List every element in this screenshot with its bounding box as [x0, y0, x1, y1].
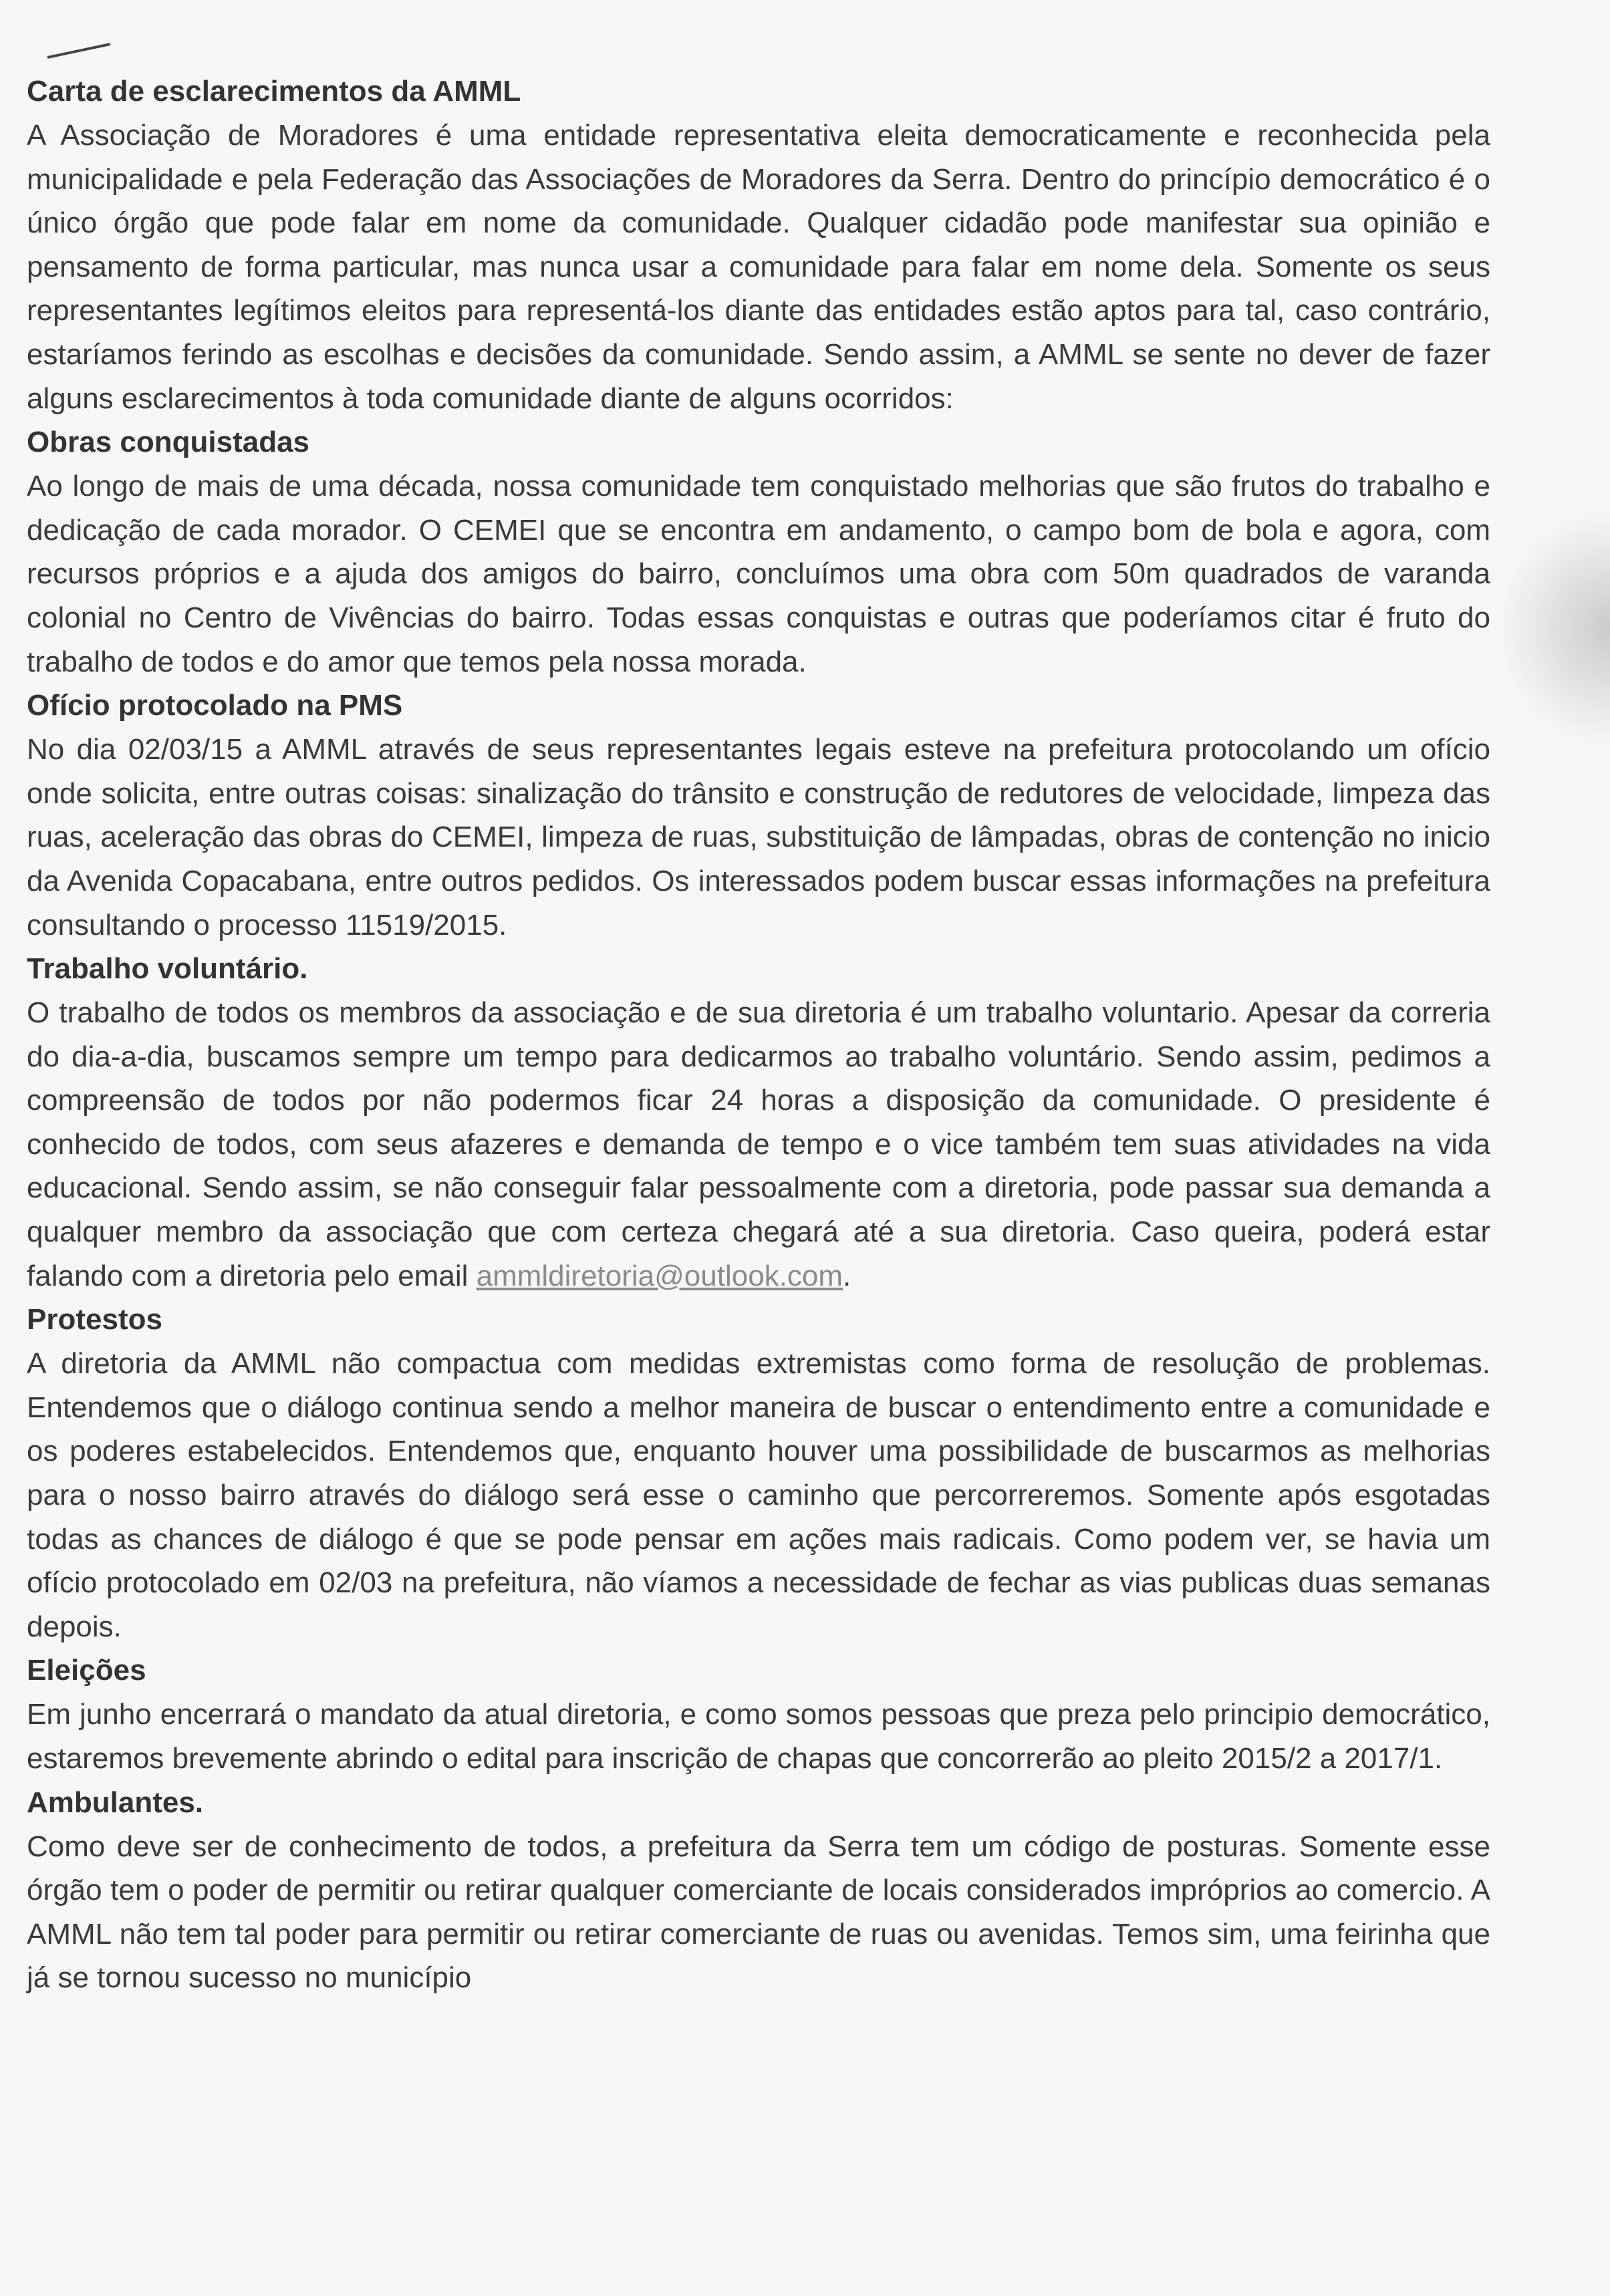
- section-heading-eleicoes: Eleições: [27, 1654, 146, 1687]
- section-text-voluntario: [27, 991, 1490, 1298]
- section-text-ambulantes: Como deve ser de conhecimento de todos, a prefeitura da Serra tem um código de posturas. Somente esse órgão tem o poder de permitir ou retirar qualquer comerciante de locais considerados impróprios ao comercio. A AMML não tem tal poder para permitir ou retirar comerciante de ruas ou avenidas. Temos sim, uma feirinha que já se tornou sucesso no município: [27, 1830, 1490, 1995]
- scan-smudge: [1496, 508, 1610, 748]
- letter: [27, 69, 1490, 2000]
- email-link[interactable]: ammldiretoria@outlook.com: [476, 1259, 843, 1292]
- section-heading-ambulantes: Ambulantes.: [27, 1785, 204, 1819]
- section-heading-obras: Obras conquistadas: [27, 426, 310, 459]
- pen-mark: [47, 43, 111, 59]
- letter-title: Carta de esclarecimentos da AMML: [27, 75, 521, 108]
- section-text-obras: Ao longo de mais de uma década, nossa comunidade tem conquistado melhorias que são frutos do trabalho e dedicação de cada morador. O CEMEI que se encontra em andamento, o campo bom de bola e agora, com recursos próprios e a ajuda dos amigos do bairro, concluímos uma obra com 50m quadrados de varanda colonial no Centro de Vivências do bairro. Todas essas conquistas e outras que poderíamos citar é fruto do trabalho de todos e do amor que temos pela nossa morada.: [27, 470, 1490, 678]
- section-heading-voluntario: Trabalho voluntário.: [27, 952, 308, 986]
- section-heading-oficio: Ofício protocolado na PMS: [27, 689, 403, 722]
- voluntario-text: O trabalho de todos os membros da associação e de sua diretoria é um trabalho voluntario. Apesar da correria do dia-a-dia, buscamos sempre um tempo para dedicarmos ao trabalho voluntário. Sendo assim, pedimos a compreensão de todos por não podermos ficar 24 horas a disposição da comunidade. O presidente é conhecido de todos, com seus afazeres e demanda de tempo e o vice também tem suas atividades na vida educacional. Sendo assim, se não conseguir falar pessoalmente com a diretoria, pode passar sua demanda a qualquer membro da associação que com certeza chegará até a sua diretoria. Caso queira, poderá estar falando com a diretoria pelo email: [27, 996, 1490, 1292]
- section-text-protestos: A diretoria da AMML não compactua com medidas extremistas como forma de resolução de problemas. Entendemos que o diálogo continua sendo a melhor maneira de buscar o entendimento entre a comunidade e os poderes estabelecidos. Entendemos que, enquanto houver uma possibilidade de buscarmos as melhorias para o nosso bairro através do diálogo será esse o caminho que percorreremos. Somente após esgotadas todas as chances de diálogo é que se pode pensar em ações mais radicais. Como podem ver, se havia um ofício protocolado em 02/03 na prefeitura, não víamos a necessidade de fechar as vias publicas duas semanas depois.: [27, 1347, 1490, 1643]
- intro-paragraph: A Associação de Moradores é uma entidade representativa eleita democraticamente e reconhecida pela municipalidade e pela Federação das Associações de Moradores da Serra. Dentro do princípio democrático é o único órgão que pode falar em nome da comunidade. Qualquer cidadão pode manifestar sua opinião e pensamento de forma particular, mas nunca usar a comunidade para falar em nome dela. Somente os seus representantes legítimos eleitos para representá-los diante das entidades estão aptos para tal, caso contrário, estaríamos ferindo as escolhas e decisões da comunidade. Sendo assim, a AMML se sente no dever de fazer alguns esclarecimentos à toda comunidade diante de alguns ocorridos:: [27, 119, 1490, 415]
- section-heading-protestos: Protestos: [27, 1303, 162, 1336]
- email-period: .: [843, 1259, 851, 1292]
- section-text-oficio: No dia 02/03/15 a AMML através de seus representantes legais esteve na prefeitura protocolando um ofício onde solicita, entre outras coisas: sinalização do trânsito e construção de redutores de velocidade, limpeza das ruas, aceleração das obras do CEMEI, limpeza de ruas, substituição de lâmpadas, obras de contenção no inicio da Avenida Copacabana, entre outros pedidos. Os interessados podem buscar essas informações na prefeitura consultando o processo 11519/2015.: [27, 733, 1490, 942]
- section-text-eleicoes: Em junho encerrará o mandato da atual diretoria, e como somos pessoas que preza pelo principio democrático, estaremos brevemente abrindo o edital para inscrição de chapas que concorrerão ao pleito 2015/2 a 2017/1.: [27, 1698, 1490, 1775]
